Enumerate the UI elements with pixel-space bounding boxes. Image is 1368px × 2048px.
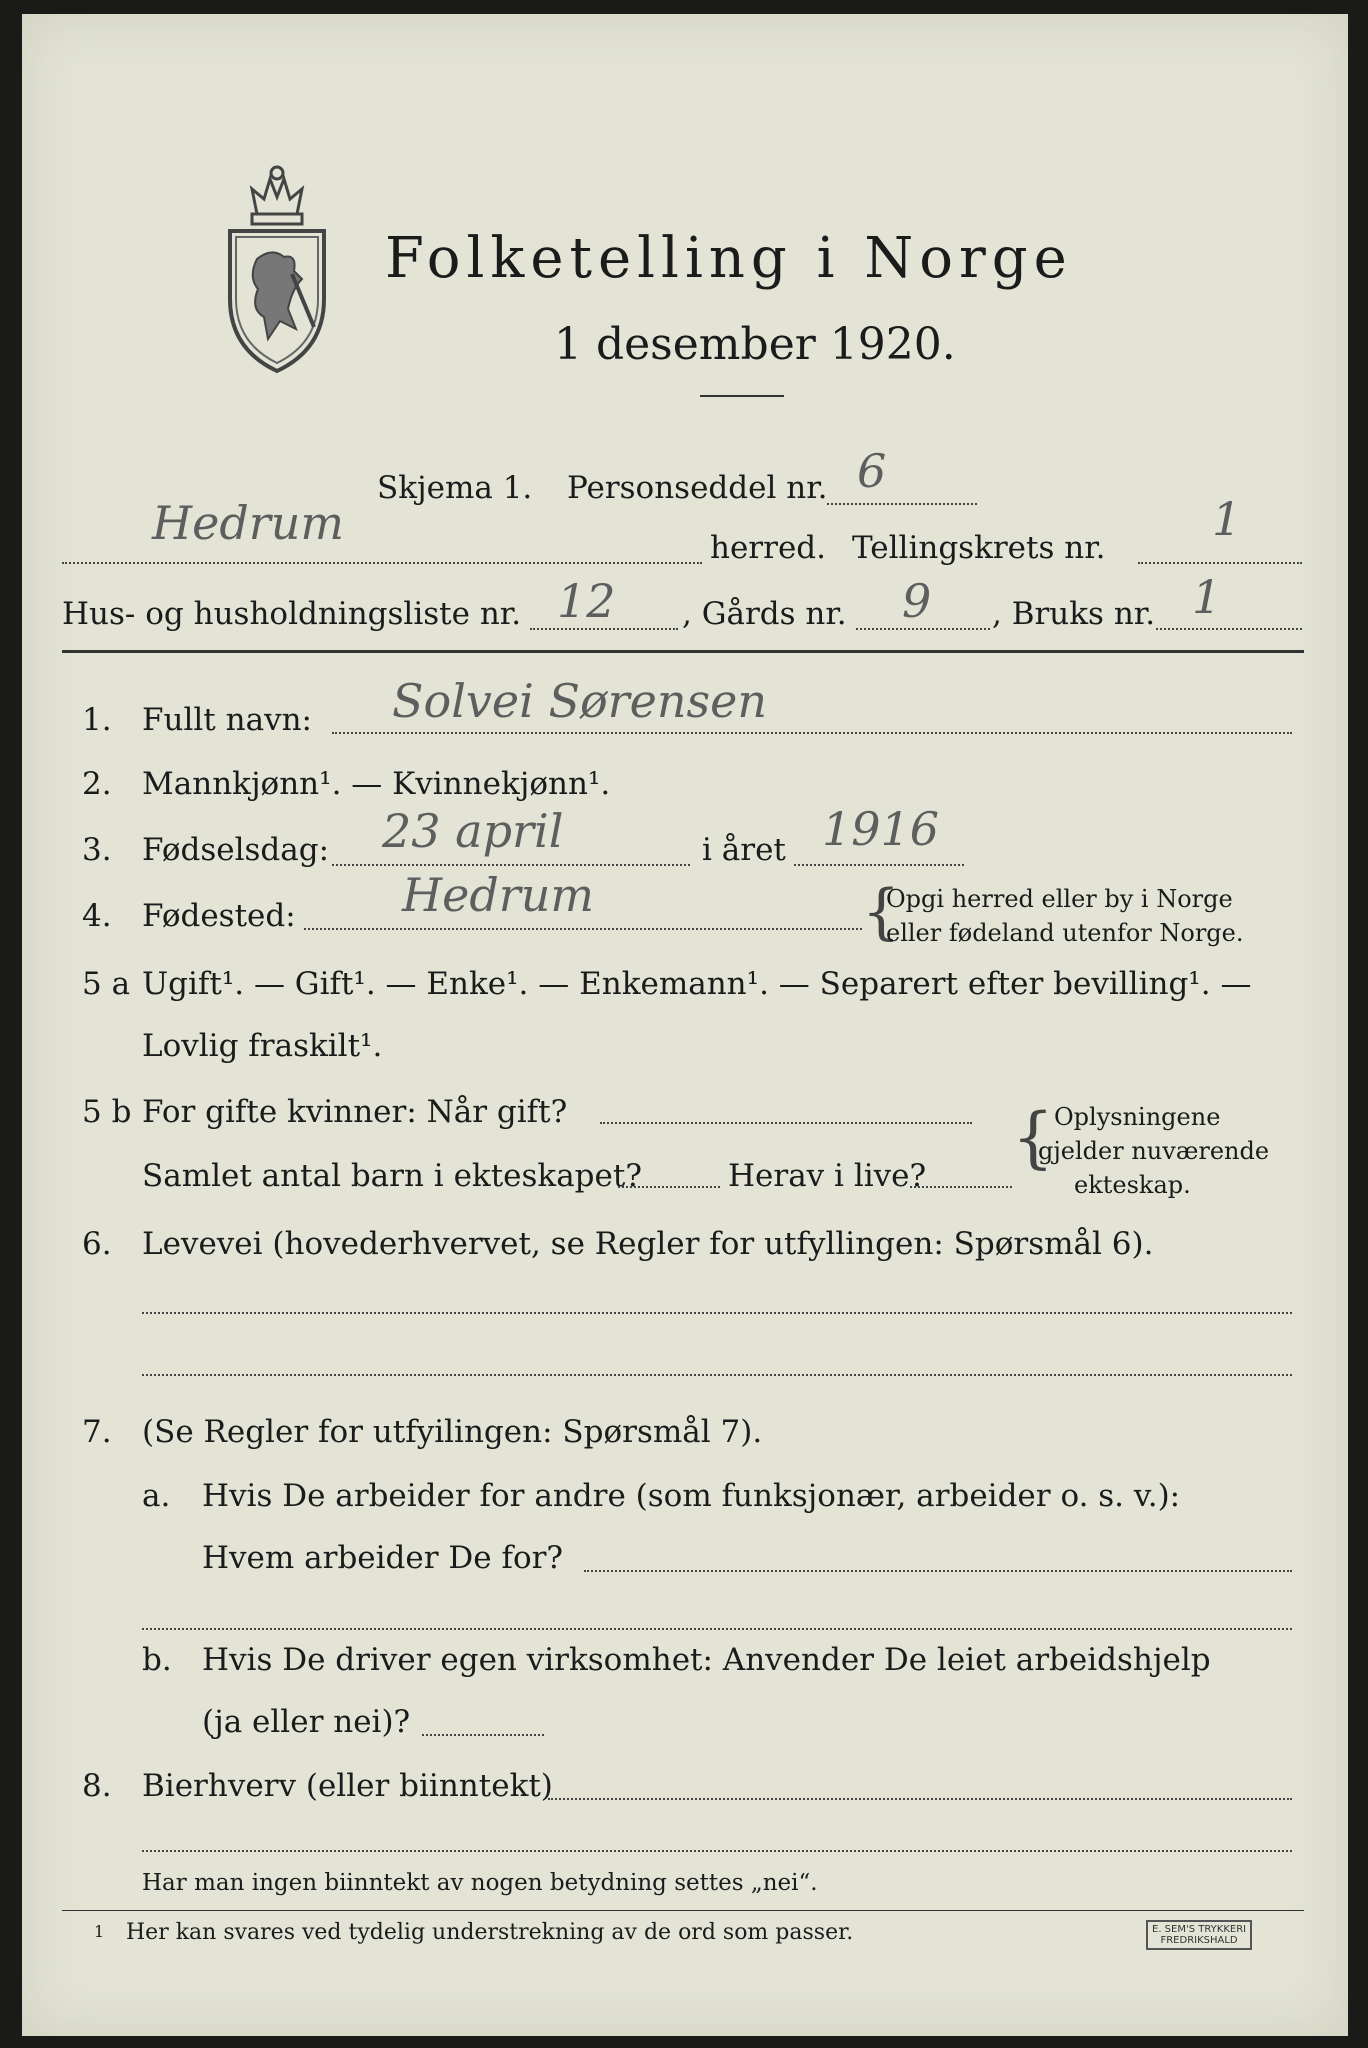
q3-year-field-line — [794, 864, 964, 866]
title-divider — [700, 395, 784, 397]
census-form-page — [22, 14, 1348, 2036]
q3-number: 3. — [82, 832, 112, 868]
footer-separator — [62, 1910, 1304, 1911]
q6-number: 6. — [82, 1226, 112, 1262]
bruks-value[interactable]: 1 — [1192, 570, 1222, 624]
q7-label: (Se Regler for utfyilingen: Spørsmål 7). — [142, 1414, 763, 1450]
herred-value[interactable]: Hedrum — [152, 496, 345, 550]
q2-number: 2. — [82, 766, 112, 802]
q8-field-line-2 — [142, 1850, 1292, 1852]
q4-note-line1: Opgi herred eller by i Norge — [886, 885, 1233, 913]
bruks-field-line — [1156, 628, 1302, 630]
q5b-note-line3: ekteskap. — [1074, 1171, 1191, 1199]
tellingskrets-value[interactable]: 1 — [1212, 492, 1242, 546]
q8-number: 8. — [82, 1768, 112, 1804]
q4-number: 4. — [82, 898, 112, 934]
coat-of-arms-icon — [222, 159, 332, 374]
q3-year-value[interactable]: 1916 — [822, 802, 940, 856]
q8-note: Har man ingen biinntekt av nogen betydning settes „nei“. — [142, 1870, 818, 1896]
q4-birthplace-value[interactable]: Hedrum — [402, 868, 595, 922]
personseddel-value[interactable]: 6 — [857, 444, 887, 498]
q1-label: Fullt navn: — [142, 702, 312, 738]
q5a-marital-options-cont[interactable]: Lovlig fraskilt¹. — [142, 1028, 383, 1064]
printer-stamp-line1: E. SEM'S TRYKKERI — [1152, 1924, 1247, 1935]
gards-value[interactable]: 9 — [902, 574, 932, 628]
tellingskrets-label: Tellingskrets nr. — [852, 530, 1106, 566]
q5b-note-line1: Oplysningene — [1054, 1103, 1221, 1131]
q4-note-brace: { — [862, 877, 901, 947]
header-separator — [62, 650, 1304, 653]
q5b-alive-label: Herav i live? — [728, 1158, 927, 1194]
q1-field-line — [332, 732, 1292, 734]
q5b-note-line2: gjelder nuværende — [1038, 1137, 1270, 1165]
q4-label: Fødested: — [142, 898, 296, 934]
form-date: 1 desember 1920. — [554, 319, 956, 370]
q4-field-line — [304, 928, 862, 930]
printer-stamp-line2: FREDRIKSHALD — [1160, 1935, 1238, 1946]
q1-number: 1. — [82, 702, 112, 738]
q7b-hired-help-label: (ja eller nei)? — [202, 1704, 411, 1740]
q7b-number: b. — [142, 1642, 172, 1678]
personseddel-field-line — [827, 503, 977, 505]
q6-field-line-2 — [142, 1374, 1292, 1376]
q7a-field-line-2 — [142, 1628, 1292, 1630]
bruks-label: , Bruks nr. — [992, 596, 1156, 632]
footnote-text: Her kan svares ved tydelig understrekning av de ord som passer. — [126, 1920, 854, 1945]
skjema-label: Skjema 1. — [377, 470, 533, 506]
gards-label: , Gårds nr. — [682, 596, 847, 632]
husholdningsliste-value[interactable]: 12 — [557, 574, 616, 628]
q5b-children-label: Samlet antal barn i ekteskapet? — [142, 1158, 642, 1194]
q5b-when-married-field-line — [600, 1122, 972, 1124]
q5b-when-married-label: For gifte kvinner: Når gift? — [142, 1094, 568, 1130]
q7-number: 7. — [82, 1414, 112, 1450]
q5b-note-brace: { — [1012, 1099, 1054, 1176]
q7a-employer-label: Hvem arbeider De for? — [202, 1540, 564, 1576]
q5b-children-field-line — [618, 1186, 720, 1188]
q1-full-name-value[interactable]: Solvei Sørensen — [392, 674, 767, 728]
q6-field-line-1 — [142, 1312, 1292, 1314]
husholdningsliste-label: Hus- og husholdningsliste nr. — [62, 596, 522, 632]
q8-label: Bierhverv (eller biinntekt) — [142, 1768, 553, 1804]
form-title: Folketelling i Norge — [385, 226, 1073, 291]
q7b-hired-help-field-line — [422, 1734, 544, 1736]
q8-field-line — [548, 1798, 1292, 1800]
tellingskrets-field-line — [1138, 562, 1302, 564]
herred-field-line — [62, 562, 702, 564]
q3-birthday-value[interactable]: 23 april — [382, 804, 564, 858]
q5a-number: 5 a — [82, 966, 131, 1002]
q7a-line1: Hvis De arbeider for andre (som funksjonær, arbeider o. s. v.): — [202, 1478, 1181, 1514]
q7a-number: a. — [142, 1478, 171, 1514]
gards-field-line — [856, 628, 990, 630]
footnote-mark: 1 — [94, 1922, 105, 1941]
q5b-alive-field-line — [910, 1186, 1012, 1188]
q4-note-line2: eller fødeland utenfor Norge. — [886, 919, 1244, 947]
q2-gender-options[interactable]: Mannkjønn¹. — Kvinnekjønn¹. — [142, 766, 611, 802]
q3-field-line — [332, 864, 690, 866]
q7b-line1: Hvis De driver egen virksomhet: Anvender De leiet arbeidshjelp — [202, 1642, 1211, 1678]
herred-label: herred. — [710, 530, 826, 566]
q3-year-label: i året — [702, 832, 786, 868]
husholdningsliste-field-line — [530, 628, 678, 630]
q3-label: Fødselsdag: — [142, 832, 330, 868]
q6-label: Levevei (hovederhvervet, se Regler for utfyllingen: Spørsmål 6). — [142, 1226, 1154, 1262]
q5a-marital-options[interactable]: Ugift¹. — Gift¹. — Enke¹. — Enkemann¹. — Separert efter bevilling¹. — — [142, 966, 1252, 1002]
personseddel-label: Personseddel nr. — [567, 470, 828, 506]
q5b-number: 5 b — [82, 1094, 132, 1130]
printer-stamp — [1146, 1920, 1252, 1950]
q7a-employer-field-line — [584, 1570, 1292, 1572]
